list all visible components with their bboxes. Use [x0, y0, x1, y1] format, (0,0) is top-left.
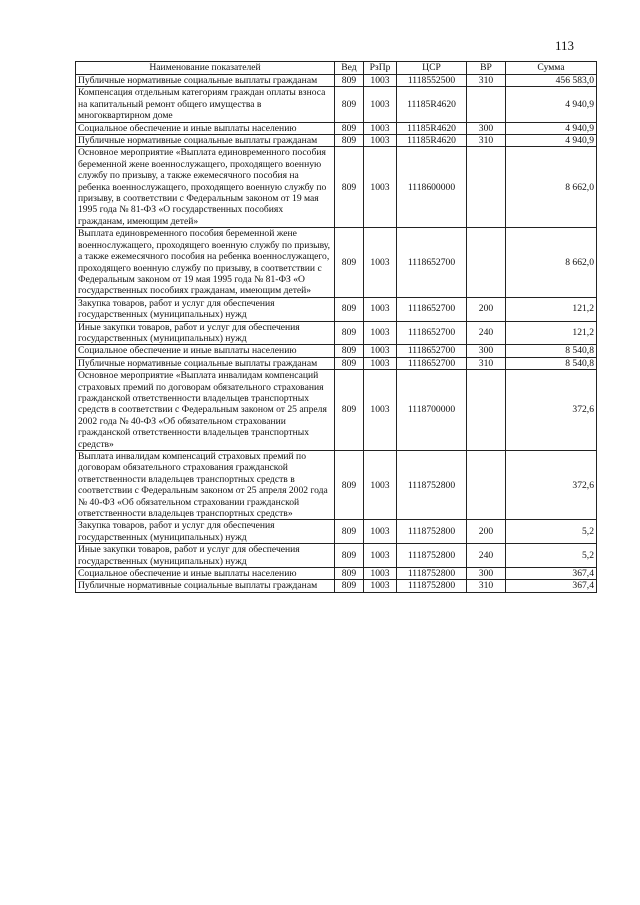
- header-sum: Сумма: [506, 62, 597, 75]
- cell-vr: 240: [467, 321, 506, 345]
- cell-vr: [467, 228, 506, 297]
- cell-name: Закупка товаров, работ и услуг для обеспечения государственных (муниципальных) нужд: [76, 520, 335, 544]
- cell-name: Основное мероприятие «Выплата единовременного пособия беременной жене военнослужащего, проходящего военную службу по призыву, а также ежемесячного пособия на ребенка военнослужащего, проходящего военную службу по призыву, в соответствии с Федеральным законом от 19 мая 1995 года № 81-ФЗ «О государственных пособиях гражданам, имеющим детей»: [76, 147, 335, 228]
- budget-table: [75, 61, 597, 593]
- table-row: [76, 75, 597, 87]
- cell-vr: 300: [467, 345, 506, 357]
- cell-name: Выплата единовременного пособия беременной жене военнослужащего, проходящего военную службу по призыву, а также ежемесячного пособия на ребенка военнослужащего, проходящего военную службу по призыву, в соответствии с Федеральным законом от 19 мая 1995 года № 81-ФЗ «О государственных пособиях гражданам, имеющим детей»: [76, 228, 335, 297]
- cell-sum: 372,6: [506, 370, 597, 451]
- cell-name: Публичные нормативные социальные выплаты гражданам: [76, 135, 335, 147]
- cell-sum: 8 662,0: [506, 228, 597, 297]
- cell-sum: 8 540,8: [506, 345, 597, 357]
- cell-rzpr: 1003: [364, 345, 397, 357]
- cell-sum: 121,2: [506, 321, 597, 345]
- cell-ved: 809: [335, 122, 364, 134]
- cell-csr: 1118652700: [397, 228, 467, 297]
- cell-ved: 809: [335, 520, 364, 544]
- cell-ved: 809: [335, 321, 364, 345]
- cell-rzpr: 1003: [364, 544, 397, 568]
- cell-rzpr: 1003: [364, 122, 397, 134]
- cell-sum: 456 583,0: [506, 75, 597, 87]
- cell-csr: 1118752800: [397, 520, 467, 544]
- table-row: [76, 357, 597, 369]
- cell-csr: 1118600000: [397, 147, 467, 228]
- cell-name: Социальное обеспечение и иные выплаты населению: [76, 122, 335, 134]
- cell-csr: 11185R4620: [397, 122, 467, 134]
- cell-name: Социальное обеспечение и иные выплаты населению: [76, 345, 335, 357]
- table-row: [76, 345, 597, 357]
- cell-name: Основное мероприятие «Выплата инвалидам компенсаций страховых премий по договорам обязательного страхования гражданской ответственности владельцев транспортных средств в соответствии с Федеральным законом от 25 апреля 2002 года № 40-ФЗ «Об обязательном страховании гражданской ответственности владельцев транспортных средств»: [76, 370, 335, 451]
- header-rzpr: РзПр: [364, 62, 397, 75]
- cell-sum: 8 662,0: [506, 147, 597, 228]
- cell-vr: [467, 370, 506, 451]
- cell-csr: 1118752800: [397, 580, 467, 592]
- cell-vr: 300: [467, 122, 506, 134]
- cell-rzpr: 1003: [364, 228, 397, 297]
- cell-name: Выплата инвалидам компенсаций страховых премий по договорам обязательного страхования гражданской ответственности владельцев транспортных средств в соответствии с Федеральным законом от 25 апреля 2002 года № 40-ФЗ «Об обязательном страховании гражданской ответственности владельцев транспортных средств»: [76, 451, 335, 520]
- cell-sum: 121,2: [506, 297, 597, 321]
- cell-name: Иные закупки товаров, работ и услуг для обеспечения государственных (муниципальных) нужд: [76, 544, 335, 568]
- cell-vr: [467, 451, 506, 520]
- cell-vr: 300: [467, 568, 506, 580]
- cell-rzpr: 1003: [364, 580, 397, 592]
- table-row: [76, 297, 597, 321]
- cell-sum: 4 940,9: [506, 135, 597, 147]
- table-row: [76, 544, 597, 568]
- header-vr: ВР: [467, 62, 506, 75]
- cell-sum: 4 940,9: [506, 87, 597, 122]
- cell-vr: 200: [467, 520, 506, 544]
- table-row: [76, 321, 597, 345]
- cell-vr: [467, 87, 506, 122]
- cell-csr: 1118752800: [397, 451, 467, 520]
- cell-rzpr: 1003: [364, 370, 397, 451]
- cell-csr: 1118752800: [397, 544, 467, 568]
- cell-rzpr: 1003: [364, 135, 397, 147]
- cell-ved: 809: [335, 147, 364, 228]
- cell-csr: 11185R4620: [397, 87, 467, 122]
- cell-csr: 11185R4620: [397, 135, 467, 147]
- cell-name: Закупка товаров, работ и услуг для обеспечения государственных (муниципальных) нужд: [76, 297, 335, 321]
- cell-sum: 372,6: [506, 451, 597, 520]
- cell-name: Публичные нормативные социальные выплаты гражданам: [76, 75, 335, 87]
- cell-name: Иные закупки товаров, работ и услуг для обеспечения государственных (муниципальных) нужд: [76, 321, 335, 345]
- cell-ved: 809: [335, 87, 364, 122]
- page-number: 113: [555, 38, 575, 53]
- cell-name: Публичные нормативные социальные выплаты гражданам: [76, 357, 335, 369]
- cell-rzpr: 1003: [364, 147, 397, 228]
- table-body: [76, 75, 597, 593]
- table-header-row: [76, 62, 597, 75]
- table-row: [76, 228, 597, 297]
- cell-sum: 367,4: [506, 568, 597, 580]
- cell-rzpr: 1003: [364, 568, 397, 580]
- cell-rzpr: 1003: [364, 520, 397, 544]
- cell-csr: 1118700000: [397, 370, 467, 451]
- cell-vr: 310: [467, 135, 506, 147]
- cell-ved: 809: [335, 357, 364, 369]
- cell-sum: 5,2: [506, 520, 597, 544]
- cell-ved: 809: [335, 345, 364, 357]
- table-row: [76, 451, 597, 520]
- cell-vr: [467, 147, 506, 228]
- cell-ved: 809: [335, 544, 364, 568]
- cell-vr: 240: [467, 544, 506, 568]
- cell-rzpr: 1003: [364, 451, 397, 520]
- table-row: [76, 135, 597, 147]
- table-row: [76, 87, 597, 122]
- cell-rzpr: 1003: [364, 75, 397, 87]
- cell-csr: 1118652700: [397, 297, 467, 321]
- cell-vr: 310: [467, 75, 506, 87]
- cell-ved: 809: [335, 568, 364, 580]
- cell-sum: 4 940,9: [506, 122, 597, 134]
- cell-csr: 1118652700: [397, 345, 467, 357]
- cell-ved: 809: [335, 451, 364, 520]
- cell-ved: 809: [335, 135, 364, 147]
- cell-ved: 809: [335, 580, 364, 592]
- cell-sum: 8 540,8: [506, 357, 597, 369]
- table-row: [76, 568, 597, 580]
- cell-vr: 200: [467, 297, 506, 321]
- table-row: [76, 520, 597, 544]
- header-name: Наименование показателей: [76, 62, 335, 75]
- cell-ved: 809: [335, 370, 364, 451]
- cell-rzpr: 1003: [364, 297, 397, 321]
- cell-ved: 809: [335, 75, 364, 87]
- cell-sum: 367,4: [506, 580, 597, 592]
- cell-ved: 809: [335, 228, 364, 297]
- cell-rzpr: 1003: [364, 357, 397, 369]
- header-csr: ЦСР: [397, 62, 467, 75]
- cell-name: Социальное обеспечение и иные выплаты населению: [76, 568, 335, 580]
- header-ved: Вед: [335, 62, 364, 75]
- cell-name: Публичные нормативные социальные выплаты гражданам: [76, 580, 335, 592]
- cell-rzpr: 1003: [364, 321, 397, 345]
- table-row: [76, 147, 597, 228]
- cell-csr: 1118652700: [397, 321, 467, 345]
- cell-ved: 809: [335, 297, 364, 321]
- cell-vr: 310: [467, 580, 506, 592]
- cell-vr: 310: [467, 357, 506, 369]
- cell-csr: 1118552500: [397, 75, 467, 87]
- table-row: [76, 122, 597, 134]
- table-row: [76, 580, 597, 592]
- cell-rzpr: 1003: [364, 87, 397, 122]
- table-row: [76, 370, 597, 451]
- cell-csr: 1118652700: [397, 357, 467, 369]
- cell-name: Компенсация отдельным категориям граждан оплаты взноса на капитальный ремонт общего имущества в многоквартирном доме: [76, 87, 335, 122]
- cell-sum: 5,2: [506, 544, 597, 568]
- cell-csr: 1118752800: [397, 568, 467, 580]
